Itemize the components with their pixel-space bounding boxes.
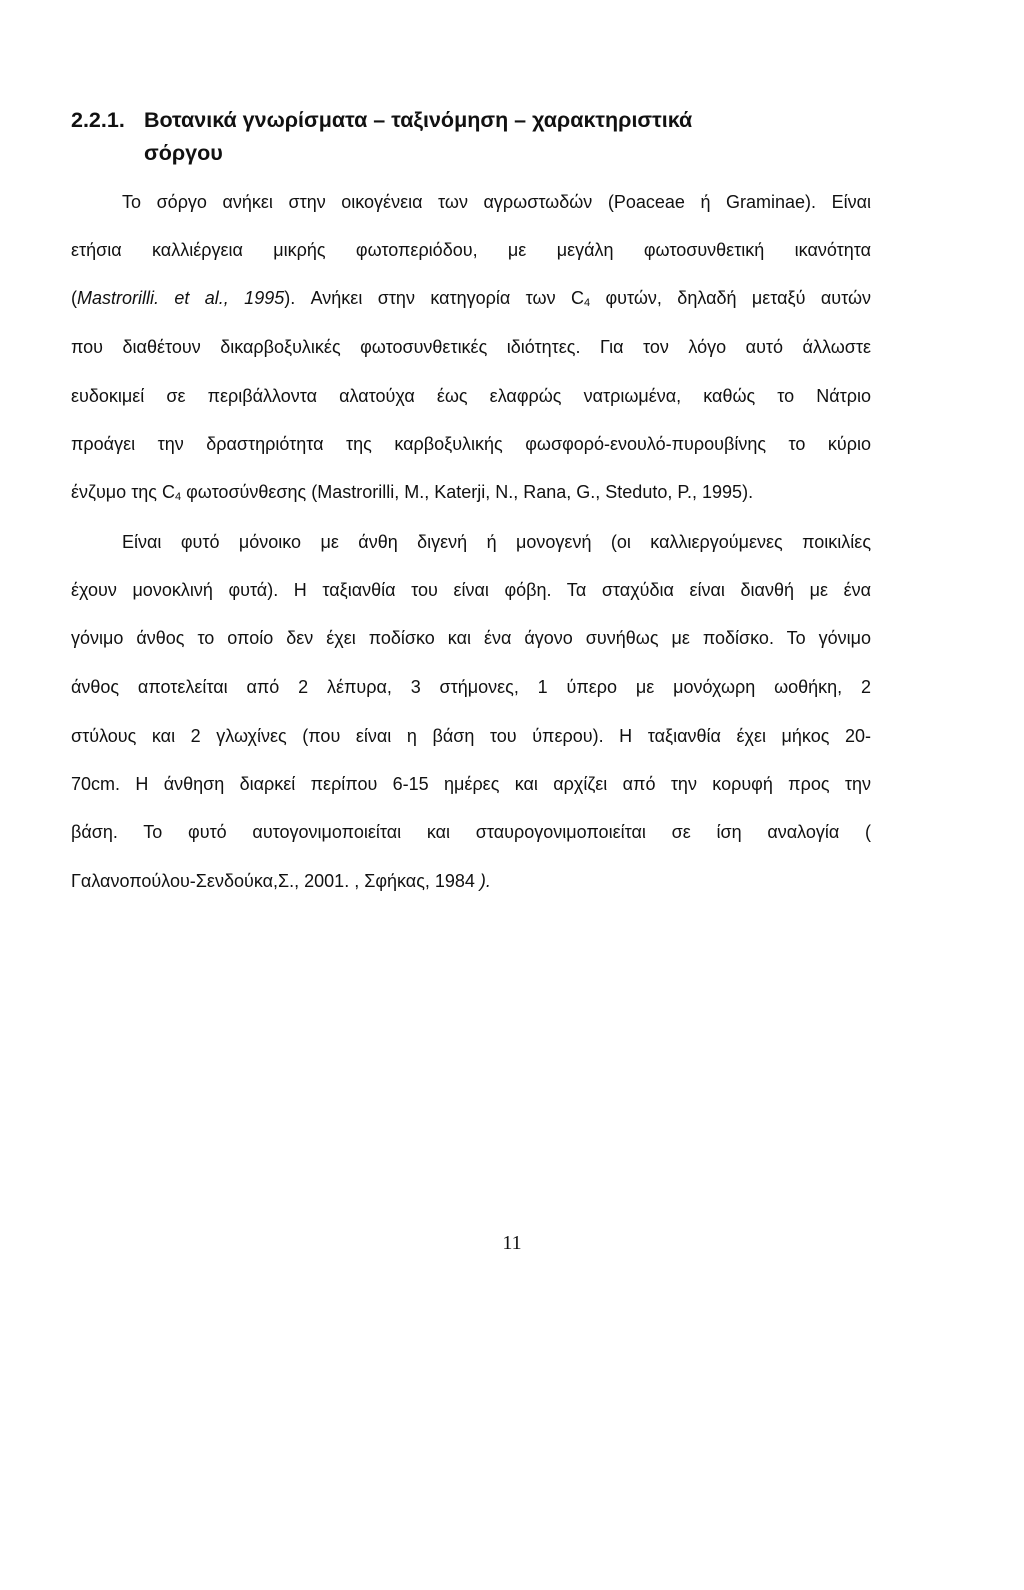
line-8-tail: ). xyxy=(479,871,491,891)
paragraph-2-line-4: άνθος αποτελείται από 2 λέπυρα, 3 στήμονες, 1 ύπερο με μονόχωρη ωοθήκη, 2 xyxy=(71,677,871,697)
citation-mastrorilli: Mastrorilli. et al., 1995 xyxy=(77,288,285,308)
paragraph-2-line-2: έχουν μονοκλινή φυτά). Η ταξιανθία του είναι φόβη. Τα σταχύδια είναι διανθή με ένα xyxy=(71,580,871,600)
line-8-text: Γαλανοπούλου-Σενδούκα,Σ., 2001. , Σφήκας, 1984 xyxy=(71,871,480,891)
paragraph-2-line-3: γόνιμο άνθος το οποίο δεν έχει ποδίσκο και ένα άγονο συνήθως με ποδίσκο. Το γόνιμο xyxy=(71,628,871,648)
line-3-rest: φυτών, δηλαδή μεταξύ αυτών xyxy=(590,288,871,308)
paragraph-1-line-5: ευδοκιμεί σε περιβάλλοντα αλατούχα έως ελαφρώς νατριωμένα, καθώς το Νάτριο xyxy=(71,386,871,406)
line-7-rest: φωτοσύνθεσης (Mastrorilli, M., Katerji, N., Rana, G., Steduto, P., 1995). xyxy=(181,482,754,502)
paragraph-1-line-2: ετήσια καλλιέργεια μικρής φωτοπεριόδου, με μεγάλη φωτοσυνθετική ικανότητα xyxy=(71,240,871,260)
line-7-text: ένζυμο της C xyxy=(71,482,175,502)
paragraph-2-line-7: βάση. Το φυτό αυτογονιμοποιείται και σταυρογονιμοποιείται σε ίση αναλογία ( xyxy=(71,822,871,842)
paragraph-2-line-1: Είναι φυτό μόνοικο με άνθη διγενή ή μονογενή (οι καλλιεργούμενες ποικιλίες xyxy=(122,532,871,552)
paragraph-1-line-7 xyxy=(71,482,871,503)
section-heading xyxy=(71,104,931,170)
subscript-4: 4 xyxy=(174,491,182,503)
page-number: 11 xyxy=(502,1232,522,1254)
section-number: 2.2.1. xyxy=(71,108,125,132)
paragraph-2-line-6: 70cm. Η άνθηση διαρκεί περίπου 6-15 ημέρες και αρχίζει από την κορυφή προς την xyxy=(71,774,871,794)
paragraph-2-line-5: στύλους και 2 γλωχίνες (που είναι η βάση του ύπερου). Η ταξιανθία έχει μήκος 20- xyxy=(71,726,871,746)
paren-open: ( xyxy=(71,288,77,308)
section-title-line2: σόργου xyxy=(144,141,223,165)
paragraph-1-line-3 xyxy=(71,288,871,309)
paragraph-1-line-6: προάγει την δραστηριότητα της καρβοξυλικής φωσφορό-ενουλό-πυρουβίνης το κύριο xyxy=(71,434,871,454)
paragraph-1-line-4: που διαθέτουν δικαρβοξυλικές φωτοσυνθετικές ιδιότητες. Για τον λόγο αυτό άλλωστε xyxy=(71,337,871,357)
paragraph-1-line-1: Το σόργο ανήκει στην οικογένεια των αγρωστωδών (Poaceae ή Graminae). Είναι xyxy=(122,192,871,212)
section-title-line1: Βοτανικά γνωρίσματα – ταξινόμηση – χαρακτηριστικά xyxy=(144,108,693,132)
subscript-4: 4 xyxy=(583,297,591,309)
paragraph-2-line-8 xyxy=(71,871,871,892)
line-3-text: ). Ανήκει στην κατηγορία των C xyxy=(284,288,584,308)
